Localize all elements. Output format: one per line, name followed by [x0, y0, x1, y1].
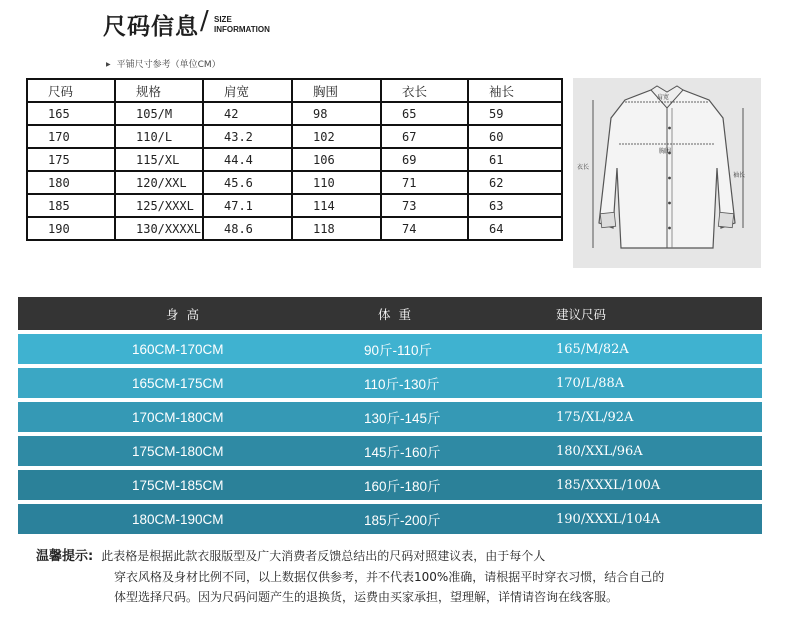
- table-cell: 59: [468, 102, 562, 125]
- height-cell: 160CM-170CM: [132, 341, 224, 357]
- title-slash: /: [200, 6, 209, 36]
- recommendation-row: [18, 504, 762, 534]
- weight-cell: 90斤-110斤: [364, 343, 433, 358]
- column-header: 规格: [115, 79, 203, 102]
- table-cell: 118: [292, 217, 381, 240]
- size-cell: 175/XL/92A: [556, 409, 634, 425]
- table-cell: 67: [381, 125, 468, 148]
- table-cell: 42: [203, 102, 292, 125]
- recommendation-row: [18, 334, 762, 364]
- table-cell: 44.4: [203, 148, 292, 171]
- table-row: [27, 194, 562, 217]
- table-cell: 106: [292, 148, 381, 171]
- size-cell: 185/XXXL/100A: [556, 477, 661, 493]
- recommendation-header: [18, 297, 762, 330]
- size-cell: 190/XXXL/104A: [556, 511, 661, 527]
- recommendation-row: [18, 368, 762, 398]
- recommendation-row: [18, 402, 762, 432]
- table-cell: 65: [381, 102, 468, 125]
- recommendation-row: [18, 470, 762, 500]
- table-row: [27, 171, 562, 194]
- table-cell: 61: [468, 148, 562, 171]
- weight-cell: 185斤-200斤: [364, 513, 441, 528]
- diagram-label-chest: 胸围: [659, 148, 672, 155]
- tips-note: [36, 546, 766, 607]
- table-cell: 60: [468, 125, 562, 148]
- header-weight: 体重: [378, 306, 420, 322]
- table-cell: 73: [381, 194, 468, 217]
- triangle-bullet-icon: ▶: [106, 61, 111, 68]
- column-header: 肩宽: [203, 79, 292, 102]
- table-row: [27, 125, 562, 148]
- table-cell: 110: [292, 171, 381, 194]
- diagram-label-shoulder: 肩宽: [657, 94, 670, 101]
- tips-label: 温馨提示:: [36, 549, 94, 564]
- table-row: [27, 102, 562, 125]
- table-cell: 130/XXXXL: [115, 217, 203, 240]
- table-cell: 62: [468, 171, 562, 194]
- weight-cell: 145斤-160斤: [364, 445, 441, 460]
- title-english: [214, 15, 270, 35]
- table-cell: 175: [27, 148, 115, 171]
- height-cell: 170CM-180CM: [132, 409, 224, 425]
- title-english-line1: SIZE: [214, 15, 232, 24]
- table-cell: 165: [27, 102, 115, 125]
- table-cell: 170: [27, 125, 115, 148]
- table-row: [27, 217, 562, 240]
- height-cell: 180CM-190CM: [132, 511, 224, 527]
- diagram-label-length: 衣长: [577, 164, 590, 171]
- page-title: 尺码信息: [103, 14, 199, 40]
- recommendation-table: [18, 297, 762, 534]
- title-english-line2: INFORMATION: [214, 25, 270, 34]
- header-size: 建议尺码: [556, 306, 607, 322]
- table-cell: 48.6: [203, 217, 292, 240]
- height-cell: 165CM-175CM: [132, 375, 224, 391]
- table-cell: 74: [381, 217, 468, 240]
- table-cell: 98: [292, 102, 381, 125]
- column-header: 尺码: [27, 79, 115, 102]
- size-cell: 165/M/82A: [556, 341, 629, 357]
- subtitle: [106, 57, 221, 70]
- height-cell: 175CM-180CM: [132, 443, 224, 459]
- table-cell: 64: [468, 217, 562, 240]
- table-cell: 115/XL: [115, 148, 203, 171]
- table-cell: 71: [381, 171, 468, 194]
- table-cell: 47.1: [203, 194, 292, 217]
- table-cell: 105/M: [115, 102, 203, 125]
- table-cell: 185: [27, 194, 115, 217]
- tips-line-2: 穿衣风格及身材比例不同，以上数据仅供参考，并不代表100%准确，请根据平时穿衣习惯，结合自己的: [114, 570, 665, 584]
- tips-text-1: 此表格是根据此款衣服版型及广大消费者反馈总结出的尺码对照建议表，由于每个人: [101, 549, 546, 563]
- weight-cell: 160斤-180斤: [364, 479, 441, 494]
- size-table: [26, 78, 563, 241]
- table-row: [27, 148, 562, 171]
- tips-line-3: 体型选择尺码。因为尺码问题产生的退换货，运费由买家承担，望理解，详情请咨询在线客服。: [114, 590, 619, 604]
- size-cell: 170/L/88A: [556, 375, 625, 391]
- diagram-label-sleeve: 袖长: [733, 172, 746, 179]
- tips-line-1: [36, 546, 766, 567]
- subtitle-text: 平铺尺寸参考（单位CM）: [116, 60, 221, 70]
- table-cell: 43.2: [203, 125, 292, 148]
- size-table-header: [27, 79, 562, 102]
- shirt-measurement-diagram: [573, 78, 761, 268]
- column-header: 胸围: [292, 79, 381, 102]
- column-header: 衣长: [381, 79, 468, 102]
- table-cell: 114: [292, 194, 381, 217]
- recommendation-row: [18, 436, 762, 466]
- table-cell: 110/L: [115, 125, 203, 148]
- size-cell: 180/XXL/96A: [556, 443, 643, 459]
- table-cell: 45.6: [203, 171, 292, 194]
- weight-cell: 110斤-130斤: [364, 377, 440, 392]
- height-cell: 175CM-185CM: [132, 477, 224, 493]
- weight-cell: 130斤-145斤: [364, 411, 441, 426]
- table-cell: 190: [27, 217, 115, 240]
- table-cell: 125/XXXL: [115, 194, 203, 217]
- table-cell: 63: [468, 194, 562, 217]
- table-cell: 69: [381, 148, 468, 171]
- column-header: 袖长: [468, 79, 562, 102]
- table-cell: 102: [292, 125, 381, 148]
- table-cell: 180: [27, 171, 115, 194]
- table-cell: 120/XXL: [115, 171, 203, 194]
- header-height: 身高: [166, 306, 208, 322]
